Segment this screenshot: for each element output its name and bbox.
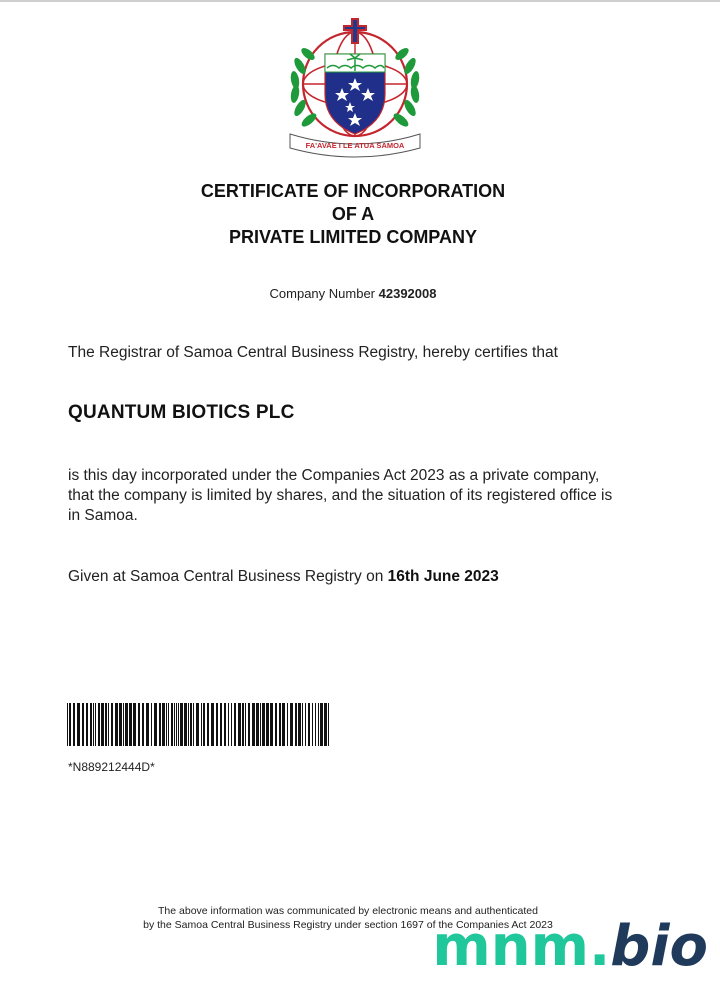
barcode-bar	[302, 703, 303, 746]
barcode-bar	[154, 703, 157, 746]
barcode-bar	[174, 703, 175, 746]
barcode-bar	[101, 703, 104, 746]
barcode-bar	[252, 703, 255, 746]
barcode-bar	[162, 703, 165, 746]
barcode-bar	[98, 703, 100, 746]
title-line-3: PRIVATE LIMITED COMPANY	[228, 227, 477, 247]
barcode-bar	[193, 703, 194, 746]
barcode-bar	[178, 703, 179, 746]
given-date: 16th June 2023	[387, 568, 499, 585]
barcode-bar	[190, 703, 192, 746]
barcode-bar	[318, 703, 319, 746]
barcode-bar	[171, 703, 173, 746]
title-line-2: OF A	[331, 204, 375, 224]
barcode-bar	[142, 703, 144, 746]
incorporation-statement: is this day incorporated under the Companies Act 2023 as a private company, that the company is limited by shares, and the situation of its registered office is in Samoa.	[68, 467, 613, 524]
barcode-bar	[262, 703, 265, 746]
given-statement	[68, 567, 628, 587]
barcode-bar	[82, 703, 84, 746]
barcode-bar	[93, 703, 94, 746]
watermark-dot: .	[588, 914, 611, 979]
barcode-bar	[67, 703, 68, 746]
company-name: QUANTUM BIOTICS PLC	[68, 402, 295, 423]
barcode-bar	[123, 703, 124, 746]
barcode-bar	[315, 703, 316, 746]
barcode-bar	[216, 703, 218, 746]
barcode-bar	[260, 703, 261, 746]
barcode-bar	[125, 703, 128, 746]
barcode-bar	[119, 703, 122, 746]
barcode-bar	[146, 703, 149, 746]
barcode-bar	[298, 703, 301, 746]
barcode-bar	[133, 703, 136, 746]
barcode-bar	[228, 703, 229, 746]
barcode-bar	[287, 703, 288, 746]
barcode-bar	[73, 703, 75, 746]
watermark-part-2: bio	[610, 914, 708, 979]
barcode-bar	[248, 703, 250, 746]
barcode-bar	[95, 703, 96, 746]
barcode-bar	[203, 703, 205, 746]
barcode-bar	[166, 703, 167, 746]
certificate-title	[0, 180, 706, 249]
barcode-bar	[224, 703, 226, 746]
coat-of-arms-icon	[280, 16, 430, 162]
barcode-bar	[77, 703, 80, 746]
barcode-bar	[320, 703, 323, 746]
barcode-bar	[115, 703, 118, 746]
barcode-bar	[256, 703, 259, 746]
barcode-bar	[295, 703, 297, 746]
barcode-bar	[270, 703, 273, 746]
barcode-bar	[231, 703, 232, 746]
barcode-bar	[180, 703, 183, 746]
company-number-label: Company Number	[269, 286, 376, 301]
emblem-motto: FA'AVAE I LE ATUA SAMOA	[305, 141, 405, 150]
title-line-1: CERTIFICATE OF INCORPORATION	[200, 181, 506, 201]
barcode-bar	[245, 703, 246, 746]
barcode-bar	[188, 703, 189, 746]
barcode-bar	[69, 703, 71, 746]
barcode-bar	[242, 703, 244, 746]
barcode-bar	[282, 703, 285, 746]
barcode-bar	[90, 703, 92, 746]
barcode-bar	[234, 703, 236, 746]
barcode-bar	[151, 703, 152, 746]
barcode-bar	[312, 703, 313, 746]
footer-line-2: by the Samoa Central Business Registry under section 1697 of the Companies Act 2023	[143, 919, 553, 931]
barcode-bar	[266, 703, 269, 746]
barcode-bar	[105, 703, 107, 746]
barcode-image	[67, 703, 329, 746]
watermark-logo	[432, 912, 708, 982]
barcode-text: *N889212444D*	[68, 760, 155, 774]
top-border-line	[0, 0, 720, 2]
footer-line-1: The above information was communicated by electronic means and authenticated	[158, 905, 538, 917]
barcode-bar	[168, 703, 169, 746]
barcode-bar	[138, 703, 140, 746]
company-number-value: 42392008	[378, 286, 437, 301]
barcode-bar	[275, 703, 277, 746]
watermark-part-1: mnm	[432, 914, 589, 979]
barcode-bar	[207, 703, 209, 746]
barcode-bar	[238, 703, 241, 746]
barcode-bar	[108, 703, 109, 746]
barcode-bar	[220, 703, 222, 746]
barcode-bar	[111, 703, 113, 746]
barcode-bar	[211, 703, 214, 746]
barcode-bar	[290, 703, 293, 746]
barcode-bar	[86, 703, 88, 746]
barcode-bar	[201, 703, 202, 746]
company-number-row	[0, 286, 706, 301]
barcode-bar	[279, 703, 281, 746]
barcode-bar	[129, 703, 132, 746]
barcode-bar	[305, 703, 306, 746]
barcode-bar	[308, 703, 310, 746]
registrar-statement: The Registrar of Samoa Central Business Registry, hereby certifies that	[68, 344, 558, 361]
barcode-bar	[176, 703, 177, 746]
barcode-bar	[184, 703, 187, 746]
barcode-bar	[196, 703, 199, 746]
barcode-bar	[159, 703, 161, 746]
barcode-bar	[328, 703, 329, 746]
barcode-bar	[324, 703, 327, 746]
given-text: Given at Samoa Central Business Registry on	[68, 568, 384, 585]
